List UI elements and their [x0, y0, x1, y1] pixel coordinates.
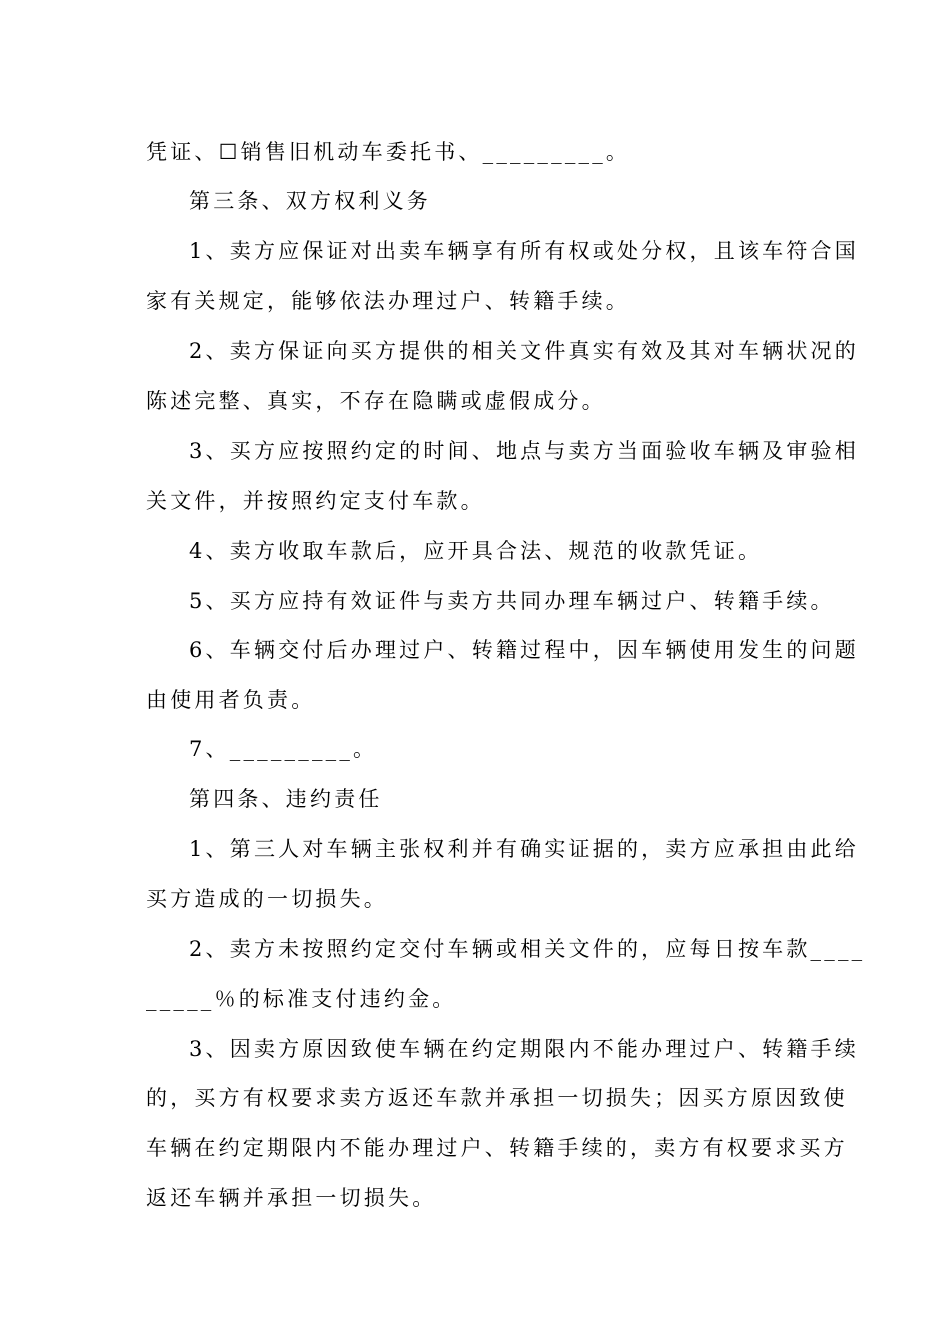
text-line: 2、卖方未按照约定交付车辆或相关文件的，应每日按车款____ [189, 937, 866, 961]
text-line: 由使用者负责。 [146, 688, 316, 712]
text-line: 3、买方应按照约定的时间、地点与卖方当面验收车辆及审验相 [189, 439, 859, 463]
text-line: 车辆在约定期限内不能办理过户、转籍手续的，卖方有权要求买方 [146, 1136, 848, 1160]
section-heading: 第四条、违约责任 [189, 787, 383, 811]
text-line: 6、车辆交付后办理过户、转籍过程中，因车辆使用发生的问题 [189, 638, 859, 662]
text-line: _____％的标准支付违约金。 [146, 987, 457, 1011]
text-line: 关文件，并按照约定支付车款。 [146, 489, 485, 513]
text-line: 3、因卖方原因致使车辆在约定期限内不能办理过户、转籍手续 [189, 1037, 859, 1061]
text-line: 7、_________。 [189, 737, 378, 761]
text-line: 1、卖方应保证对出卖车辆享有所有权或处分权，且该车符合国 [189, 239, 859, 263]
text-line: 2、卖方保证向买方提供的相关文件真实有效及其对车辆状况的 [189, 339, 859, 363]
text-line: 家有关规定，能够依法办理过户、转籍手续。 [146, 289, 630, 313]
text-line: 1、第三人对车辆主张权利并有确实证据的，卖方应承担由此给 [189, 837, 859, 861]
text-line: 4、卖方收取车款后，应开具合法、规范的收款凭证。 [189, 539, 763, 563]
text-line: 买方造成的一切损失。 [146, 887, 388, 911]
section-heading: 第三条、双方权利义务 [189, 189, 431, 213]
text-line: 的，买方有权要求卖方返还车款并承担一切损失；因买方原因致使 [146, 1086, 848, 1110]
text-line: 陈述完整、真实，不存在隐瞒或虚假成分。 [146, 389, 606, 413]
text-line: 返还车辆并承担一切损失。 [146, 1186, 437, 1210]
text-line: 凭证、☐销售旧机动车委托书、_________。 [146, 140, 631, 164]
text-line: 5、买方应持有效证件与卖方共同办理车辆过户、转籍手续。 [189, 589, 835, 613]
